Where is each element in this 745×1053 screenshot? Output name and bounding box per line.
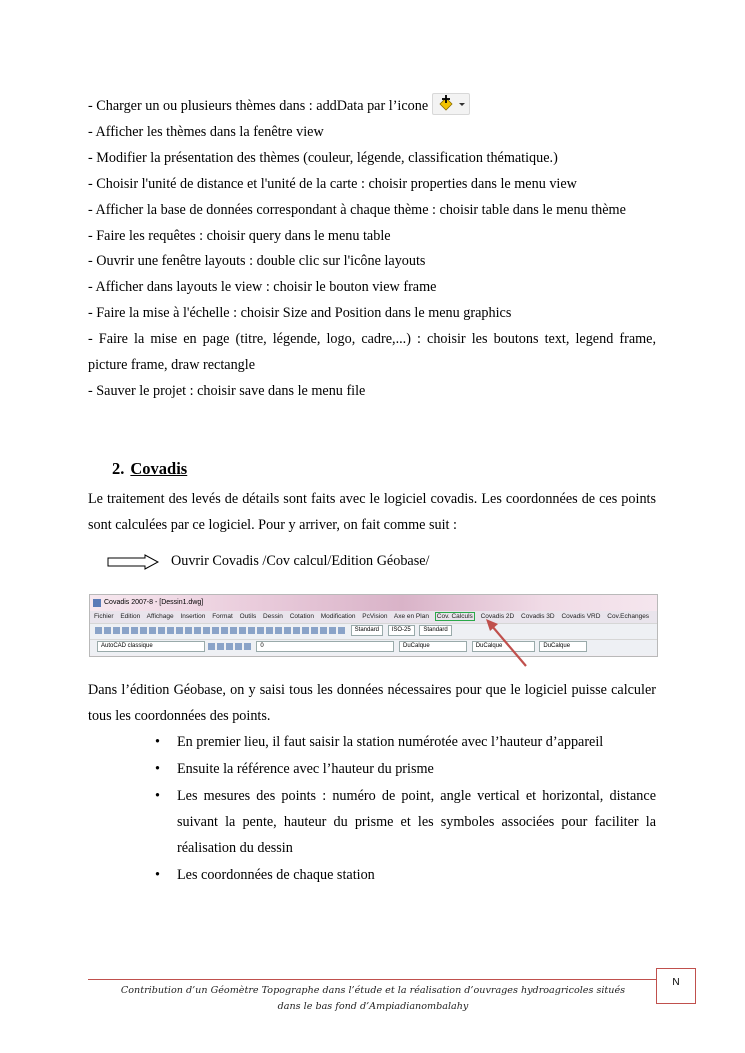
step-item: - Modifier la présentation des thèmes (couleur, légende, classification thématique.): [88, 149, 558, 166]
step-item: - Ouvrir une fenêtre layouts : double clic sur l'icône layouts: [88, 253, 426, 270]
table-style-select: Standard: [419, 625, 451, 636]
bullet-dot: •: [155, 760, 160, 777]
step-item: - Faire la mise en page (titre, légende, logo, cadre,...) : choisir les boutons text, legend frame, picture frame, draw rectangle: [88, 331, 656, 374]
bullet-item: • En premier lieu, il faut saisir la station numérotée avec l’hauteur d’appareil: [150, 730, 656, 756]
step-item: - Charger un ou plusieurs thèmes dans : addData par l’icone: [88, 94, 656, 120]
step-item: - Afficher dans layouts le view : choisir le bouton view frame: [88, 279, 437, 296]
layer-select: 0: [256, 641, 394, 652]
workspace-select: AutoCAD classique: [97, 641, 205, 652]
step-item: - Afficher les thèmes dans la fenêtre view: [88, 123, 324, 140]
bullet-item: • Les coordonnées de chaque station: [150, 863, 656, 889]
menu-item: Axe en Plan: [393, 613, 429, 620]
footer-rule: [88, 979, 656, 980]
arrow-instruction: [107, 553, 429, 570]
screenshot-toolbar-2: [90, 639, 657, 655]
app-icon: [93, 599, 101, 607]
section-title: Covadis: [130, 459, 188, 478]
page-footer: Contribution d’un Géomètre Topographe dans l’étude et la réalisation d’ouvrages hydroagricoles situés dans le bas fond d’Ampiadianombalahy: [120, 985, 626, 1012]
lineweight-select: DuCalque: [539, 641, 587, 652]
step-item: - Faire les requêtes : choisir query dans le menu table: [88, 227, 391, 244]
menu-item: Edition: [120, 613, 141, 620]
bullet-dot: •: [155, 866, 160, 883]
menu-item: Fichier: [94, 613, 114, 620]
geobase-paragraph: Dans l’édition Géobase, on y saisi tous les données nécessaires pour que le logiciel puisse calculer tous les coordonnées des points.: [88, 682, 656, 724]
right-arrow-icon: [107, 554, 159, 570]
dim-style-select: ISO-25: [388, 625, 415, 636]
menu-item: Covadis 3D: [521, 613, 555, 620]
menu-item: Cotation: [289, 613, 314, 620]
bullet-dot: •: [155, 787, 160, 804]
bullet-item: • Ensuite la référence avec l’hauteur du prisme: [150, 757, 656, 783]
section-heading: [112, 459, 187, 479]
menu-item: Affichage: [146, 613, 174, 620]
menu-item-cov-calculs: Cov. Calculs: [436, 613, 473, 620]
step-item: - Sauver le projet : choisir save dans le menu file: [88, 382, 366, 399]
step-item: - Choisir l'unité de distance et l'unité de la carte : choisir properties dans le menu view: [88, 175, 577, 192]
menu-item: Modification: [320, 613, 356, 620]
menu-item: Insertion: [180, 613, 206, 620]
screenshot-toolbar-1: [90, 623, 657, 639]
bullet-list: [150, 730, 656, 889]
menu-item: Covadis VRD: [561, 613, 601, 620]
menu-item: Cov.Echanges: [607, 613, 650, 620]
bullet-item: • Les mesures des points : numéro de point, angle vertical et horizontal, distance suivant la pente, hauteur du prisme et les symboles associées pour faciliter la réalisation du dessin: [150, 784, 656, 862]
screenshot-titlebar: [90, 595, 657, 611]
page-number: N: [672, 977, 680, 988]
add-data-icon: [432, 93, 470, 115]
menu-item: Format: [212, 613, 233, 620]
color-select: DuCalque: [399, 641, 467, 652]
menu-item: Outils: [239, 613, 257, 620]
section-number: 2.: [112, 459, 125, 478]
text-style-select: Standard: [351, 625, 383, 636]
page-number-box: [656, 968, 696, 1004]
covadis-screenshot: [89, 594, 658, 657]
bullet-dot: •: [155, 734, 160, 750]
menu-item: Covadis 2D: [480, 613, 515, 620]
screenshot-menubar: [90, 611, 657, 623]
arrow-instruction-text: Ouvrir Covadis /Cov calcul/Edition Géobase/: [171, 553, 430, 569]
menu-item: Dessin: [263, 613, 283, 620]
screenshot-title: Covadis 2007-8 - [Dessin1.dwg]: [104, 599, 204, 606]
intro-paragraph: Le traitement des levés de détails sont faits avec le logiciel covadis. Les coordonnées de ces points sont calculées par ce logiciel. Pour y arriver, on fait comme suit :: [88, 491, 656, 533]
steps-list: [88, 94, 656, 405]
pointer-arrow-icon: [482, 618, 530, 670]
step-item: - Faire la mise à l'échelle : choisir Size and Position dans le menu graphics: [88, 305, 512, 322]
linetype-select: DuCalque: [472, 641, 535, 652]
step-item: - Afficher la base de données correspondant à chaque thème : choisir table dans le menu thème: [88, 201, 626, 218]
menu-item: PcVision: [362, 613, 388, 620]
